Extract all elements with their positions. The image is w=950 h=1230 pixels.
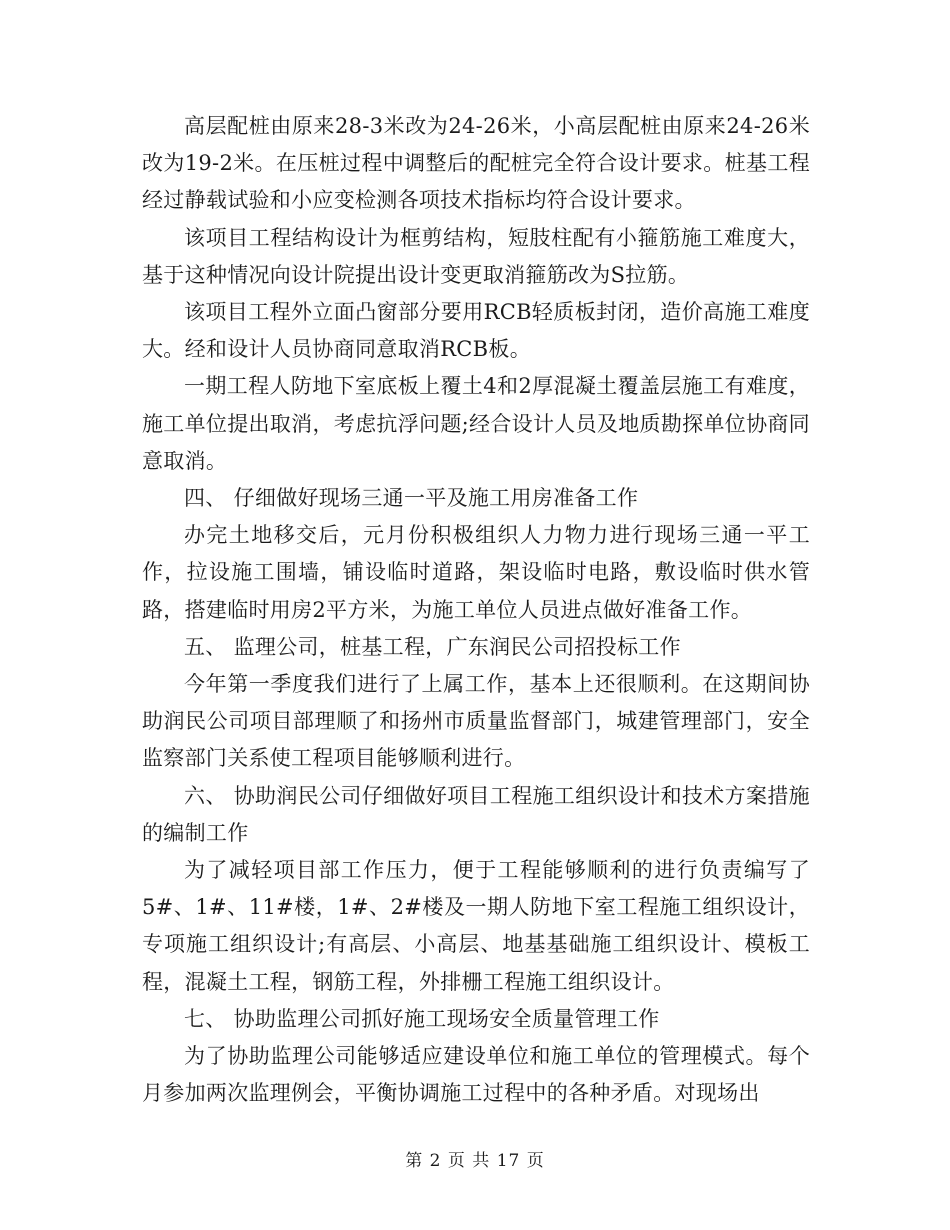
paragraph-supervision: 为了协助监理公司能够适应建设单位和施工单位的管理模式。每个月参加两次监理例会，平衡协调施工过程中的各种矛盾。对现场出 <box>142 1044 810 1106</box>
page-number-footer: 第 2 页 共 17 页 <box>405 1151 545 1171</box>
section-heading-5: 五、 监理公司，桩基工程，广东润民公司招投标工作 <box>184 634 681 659</box>
section-heading-6: 六、 协助润民公司仔细做好项目工程施工组织设计和技术方案措施的编制工作 <box>142 783 810 845</box>
paragraph-pile-adjustment: 高层配桩由原来28-3米改为24-26米，小高层配桩由原来24-26米改为19-2米。在压桩过程中调整后的配桩完全符合设计要求。桩基工程经过静载试验和小应变检测各项技术指标均符合设计要求。 <box>142 114 810 213</box>
paragraph-bidding-work: 今年第一季度我们进行了上属工作，基本上还很顺利。在这期间协助润民公司项目部理顺了和扬州市质量监督部门，城建管理部门，安全监察部门关系使工程项目能够顺利进行。 <box>142 672 810 771</box>
paragraph-construction-plans: 为了减轻项目部工作压力，便于工程能够顺利的进行负责编写了5#、1#、11#楼，1#、2#楼及一期人防地下室工程施工组织设计，专项施工组织设计;有高层、小高层、地基基础施工组织设计、模板工程，混凝土工程，钢筋工程，外排栅工程施工组织设计。 <box>142 858 810 994</box>
paragraph-structure-design: 该项目工程结构设计为框剪结构，短肢柱配有小箍筋施工难度大，基于这种情况向设计院提出设计变更取消箍筋改为S拉筋。 <box>142 225 810 287</box>
section-heading-7: 七、 协助监理公司抓好施工现场安全质量管理工作 <box>184 1006 660 1031</box>
document-body <box>142 108 810 1112</box>
paragraph-site-preparation: 办完土地移交后，元月份积极组织人力物力进行现场三通一平工作，拉设施工围墙，铺设临时道路，架设临时电路，敷设临时供水管路，搭建临时用房2平方米，为施工单位人员进点做好准备工作。 <box>142 523 810 622</box>
paragraph-rcb-board: 该项目工程外立面凸窗部分要用RCB轻质板封闭，造价高施工难度大。经和设计人员协商同意取消RCB板。 <box>142 300 810 362</box>
paragraph-basement-slab: 一期工程人防地下室底板上覆土4和2厚混凝土覆盖层施工有难度，施工单位提出取消，考虑抗浮问题;经合设计人员及地质勘探单位协商同意取消。 <box>142 374 810 473</box>
section-heading-4: 四、 仔细做好现场三通一平及施工用房准备工作 <box>184 486 639 511</box>
